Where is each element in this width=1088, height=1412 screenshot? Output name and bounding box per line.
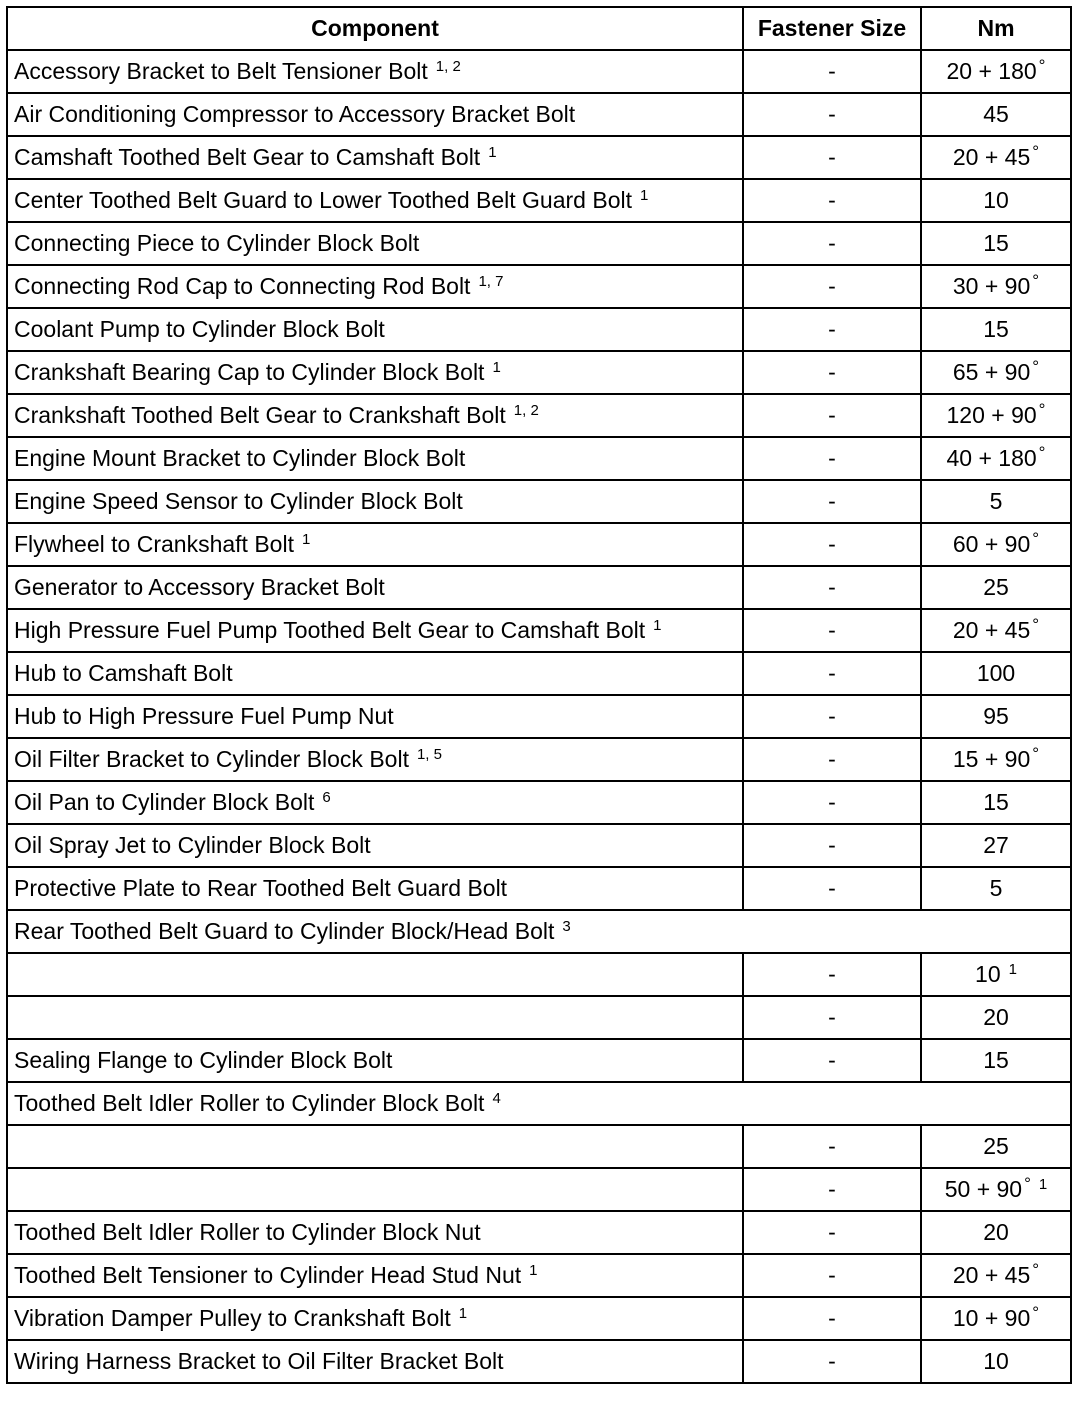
footnote-ref: 1 — [492, 358, 501, 376]
table-row — [7, 867, 1071, 910]
fastener-size: - — [828, 961, 836, 987]
fastener-size-cell — [743, 695, 921, 738]
table-row — [7, 308, 1071, 351]
component-cell — [7, 781, 743, 824]
component-name: Flywheel to Crankshaft Bolt — [14, 531, 294, 557]
table-row — [7, 1082, 1071, 1125]
fastener-size-cell — [743, 953, 921, 996]
torque-value: 10 — [975, 961, 1001, 987]
component-name: Engine Speed Sensor to Cylinder Block Bolt — [14, 488, 463, 514]
fastener-size-cell — [743, 394, 921, 437]
component-name: Generator to Accessory Bracket Bolt — [14, 574, 385, 600]
fastener-size: - — [828, 789, 836, 815]
component-cell — [7, 1211, 743, 1254]
torque-value: 50 + 90 — [944, 1176, 1023, 1202]
component-name: Hub to High Pressure Fuel Pump Nut — [14, 703, 394, 729]
torque-value: 15 — [983, 789, 1009, 815]
component-cell — [7, 1297, 743, 1340]
fastener-size: - — [828, 187, 836, 213]
nm-cell — [921, 1254, 1071, 1297]
degree-symbol: ° — [1032, 1260, 1040, 1280]
nm-cell — [921, 50, 1071, 93]
component-name: Air Conditioning Compressor to Accessory Bracket Bolt — [14, 101, 576, 127]
degree-symbol: ° — [1024, 1174, 1031, 1194]
component-cell — [7, 480, 743, 523]
component-name: Accessory Bracket to Belt Tensioner Bolt — [14, 58, 428, 84]
fastener-size: - — [828, 402, 836, 428]
nm-cell — [921, 566, 1071, 609]
component-cell — [7, 265, 743, 308]
table-row — [7, 394, 1071, 437]
torque-value: 25 — [983, 574, 1009, 600]
fastener-size-cell — [743, 437, 921, 480]
table-row — [7, 609, 1071, 652]
fastener-size: - — [828, 1133, 836, 1159]
component-cell — [7, 308, 743, 351]
torque-value: 20 — [983, 1219, 1009, 1245]
fastener-size: - — [828, 1262, 836, 1288]
fastener-size: - — [828, 746, 836, 772]
fastener-size: - — [828, 1176, 836, 1202]
component-name: Wiring Harness Bracket to Oil Filter Bracket Bolt — [14, 1348, 504, 1374]
torque-value: 10 — [983, 187, 1009, 213]
fastener-size-cell — [743, 1297, 921, 1340]
degree-symbol: ° — [1038, 443, 1046, 463]
fastener-size-cell — [743, 1254, 921, 1297]
component-name: Crankshaft Bearing Cap to Cylinder Block Bolt — [14, 359, 485, 385]
table-row — [7, 1254, 1071, 1297]
table-row — [7, 1297, 1071, 1340]
torque-value: 20 + 45 — [952, 144, 1031, 170]
torque-value: 100 — [976, 660, 1016, 686]
fastener-size-cell — [743, 136, 921, 179]
footnote-ref: 3 — [562, 917, 571, 935]
fastener-size: - — [828, 58, 836, 84]
fastener-size: - — [828, 230, 836, 256]
component-cell — [7, 738, 743, 781]
component-name: Camshaft Toothed Belt Gear to Camshaft Bolt — [14, 144, 481, 170]
fastener-size-cell — [743, 609, 921, 652]
fastener-size-cell — [743, 781, 921, 824]
nm-cell — [921, 1039, 1071, 1082]
fastener-size: - — [828, 316, 836, 342]
fastener-size-cell — [743, 308, 921, 351]
fastener-size-cell — [743, 50, 921, 93]
footnote-ref: 1 — [488, 143, 497, 161]
header-fastener-size: Fastener Size — [743, 7, 921, 50]
torque-spec-table — [6, 6, 1072, 1384]
nm-cell — [921, 1168, 1071, 1211]
component-name: Oil Spray Jet to Cylinder Block Bolt — [14, 832, 371, 858]
fastener-size: - — [828, 574, 836, 600]
degree-symbol: ° — [1032, 744, 1040, 764]
fastener-size-cell — [743, 1211, 921, 1254]
component-cell — [7, 566, 743, 609]
torque-footnote-ref: 1 — [1008, 960, 1017, 978]
fastener-size-cell — [743, 179, 921, 222]
component-name: Connecting Piece to Cylinder Block Bolt — [14, 230, 420, 256]
footnote-ref: 1, 2 — [513, 401, 539, 419]
nm-cell — [921, 136, 1071, 179]
table-row — [7, 93, 1071, 136]
nm-cell — [921, 738, 1071, 781]
component-cell — [7, 351, 743, 394]
table-row — [7, 523, 1071, 566]
fastener-size: - — [828, 875, 836, 901]
torque-value: 20 — [983, 1004, 1009, 1030]
component-cell — [7, 523, 743, 566]
table-row — [7, 1125, 1071, 1168]
fastener-size-cell — [743, 824, 921, 867]
footnote-ref: 1, 7 — [478, 272, 504, 290]
component-cell — [7, 695, 743, 738]
fastener-size-cell — [743, 1168, 921, 1211]
nm-cell — [921, 781, 1071, 824]
table-row — [7, 50, 1071, 93]
torque-value: 15 — [983, 316, 1009, 342]
nm-cell — [921, 996, 1071, 1039]
table-row — [7, 1168, 1071, 1211]
degree-symbol: ° — [1032, 529, 1040, 549]
component-cell — [7, 1168, 743, 1211]
component-cell — [7, 652, 743, 695]
fastener-size-cell — [743, 265, 921, 308]
component-name: Vibration Damper Pulley to Crankshaft Bolt — [14, 1305, 451, 1331]
nm-cell — [921, 1297, 1071, 1340]
fastener-size-cell — [743, 93, 921, 136]
nm-cell — [921, 394, 1071, 437]
degree-symbol: ° — [1032, 142, 1040, 162]
fastener-size: - — [828, 832, 836, 858]
table-body — [7, 50, 1071, 1383]
fastener-size-cell — [743, 867, 921, 910]
torque-value: 25 — [983, 1133, 1009, 1159]
table-row — [7, 910, 1071, 953]
fastener-size: - — [828, 1348, 836, 1374]
table-row — [7, 738, 1071, 781]
degree-symbol: ° — [1032, 1303, 1040, 1323]
degree-symbol: ° — [1032, 271, 1040, 291]
table-row — [7, 1211, 1071, 1254]
fastener-size-cell — [743, 480, 921, 523]
nm-cell — [921, 1340, 1071, 1383]
component-name: Hub to Camshaft Bolt — [14, 660, 233, 686]
component-cell — [7, 609, 743, 652]
table-row — [7, 1039, 1071, 1082]
table-row — [7, 480, 1071, 523]
torque-value: 10 + 90 — [952, 1305, 1031, 1331]
torque-value: 15 + 90 — [952, 746, 1031, 772]
component-name: Sealing Flange to Cylinder Block Bolt — [14, 1047, 393, 1073]
component-cell — [7, 222, 743, 265]
nm-cell — [921, 265, 1071, 308]
fastener-size: - — [828, 531, 836, 557]
component-name: Rear Toothed Belt Guard to Cylinder Block/Head Bolt — [14, 918, 555, 944]
component-name: Protective Plate to Rear Toothed Belt Guard Bolt — [14, 875, 508, 901]
nm-cell — [921, 480, 1071, 523]
fastener-size-cell — [743, 996, 921, 1039]
component-cell — [7, 824, 743, 867]
torque-value: 120 + 90 — [946, 402, 1037, 428]
component-name: Oil Filter Bracket to Cylinder Block Bolt — [14, 746, 409, 772]
fastener-size-cell — [743, 351, 921, 394]
footnote-ref: 6 — [322, 788, 331, 806]
component-cell — [7, 1254, 743, 1297]
torque-value: 45 — [983, 101, 1009, 127]
fastener-size: - — [828, 703, 836, 729]
nm-cell — [921, 695, 1071, 738]
fastener-size: - — [828, 101, 836, 127]
fastener-size: - — [828, 445, 836, 471]
degree-symbol: ° — [1032, 357, 1040, 377]
fastener-size: - — [828, 488, 836, 514]
component-name: Engine Mount Bracket to Cylinder Block Bolt — [14, 445, 466, 471]
component-cell — [7, 136, 743, 179]
component-cell — [7, 996, 743, 1039]
fastener-size: - — [828, 144, 836, 170]
nm-cell — [921, 523, 1071, 566]
nm-cell — [921, 351, 1071, 394]
torque-value: 65 + 90 — [952, 359, 1031, 385]
fastener-size: - — [828, 273, 836, 299]
component-cell — [7, 179, 743, 222]
component-name: Toothed Belt Tensioner to Cylinder Head Stud Nut — [14, 1262, 522, 1288]
torque-value: 20 + 45 — [952, 1262, 1031, 1288]
component-name: Oil Pan to Cylinder Block Bolt — [14, 789, 315, 815]
table-row — [7, 1340, 1071, 1383]
torque-value: 27 — [983, 832, 1009, 858]
table-row — [7, 351, 1071, 394]
component-cell — [7, 867, 743, 910]
fastener-size-cell — [743, 738, 921, 781]
table-row — [7, 695, 1071, 738]
footnote-ref: 1 — [639, 186, 649, 204]
torque-value: 5 — [989, 875, 1003, 901]
fastener-size: - — [828, 1305, 836, 1331]
component-cell — [7, 910, 1071, 953]
nm-cell — [921, 179, 1071, 222]
torque-value: 30 + 90 — [952, 273, 1031, 299]
footnote-ref: 4 — [492, 1089, 501, 1107]
nm-cell — [921, 652, 1071, 695]
footnote-ref: 1 — [458, 1304, 468, 1322]
torque-value: 40 + 180 — [946, 445, 1037, 471]
nm-cell — [921, 1211, 1071, 1254]
fastener-size: - — [828, 359, 836, 385]
footnote-ref: 1, 5 — [416, 745, 442, 763]
component-name: Center Toothed Belt Guard to Lower Toothed Belt Guard Bolt — [14, 187, 632, 213]
nm-cell — [921, 308, 1071, 351]
fastener-size: - — [828, 1047, 836, 1073]
fastener-size: - — [828, 1219, 836, 1245]
header-nm: Nm — [921, 7, 1071, 50]
nm-cell — [921, 93, 1071, 136]
fastener-size-cell — [743, 1039, 921, 1082]
component-cell — [7, 1340, 743, 1383]
fastener-size: - — [828, 1004, 836, 1030]
footnote-ref: 1 — [529, 1261, 538, 1279]
degree-symbol: ° — [1032, 615, 1040, 635]
fastener-size-cell — [743, 652, 921, 695]
component-cell — [7, 394, 743, 437]
header-row — [7, 7, 1071, 50]
footnote-ref: 1 — [653, 616, 662, 634]
footnote-ref: 1 — [301, 530, 311, 548]
degree-symbol: ° — [1038, 56, 1046, 76]
component-cell — [7, 1125, 743, 1168]
table-row — [7, 652, 1071, 695]
torque-value: 20 + 180 — [946, 58, 1037, 84]
torque-value: 95 — [983, 703, 1009, 729]
torque-value: 15 — [983, 230, 1009, 256]
component-name: Toothed Belt Idler Roller to Cylinder Block Nut — [14, 1219, 481, 1245]
torque-value: 5 — [989, 488, 1003, 514]
torque-value: 20 + 45 — [952, 617, 1031, 643]
table-row — [7, 179, 1071, 222]
component-name: Crankshaft Toothed Belt Gear to Crankshaft Bolt — [14, 402, 506, 428]
fastener-size-cell — [743, 566, 921, 609]
fastener-size: - — [828, 660, 836, 686]
table-row — [7, 781, 1071, 824]
nm-cell — [921, 953, 1071, 996]
fastener-size-cell — [743, 1125, 921, 1168]
component-name: High Pressure Fuel Pump Toothed Belt Gear to Camshaft Bolt — [14, 617, 646, 643]
fastener-size-cell — [743, 1340, 921, 1383]
degree-symbol: ° — [1038, 400, 1046, 420]
nm-cell — [921, 867, 1071, 910]
component-cell — [7, 1039, 743, 1082]
component-name: Coolant Pump to Cylinder Block Bolt — [14, 316, 385, 342]
nm-cell — [921, 609, 1071, 652]
torque-footnote-ref: 1 — [1038, 1175, 1048, 1193]
component-name: Toothed Belt Idler Roller to Cylinder Block Bolt — [14, 1090, 485, 1116]
component-name: Connecting Rod Cap to Connecting Rod Bolt — [14, 273, 471, 299]
torque-value: 10 — [983, 1348, 1009, 1374]
nm-cell — [921, 437, 1071, 480]
torque-value: 60 + 90 — [952, 531, 1031, 557]
torque-value: 15 — [983, 1047, 1009, 1073]
component-cell — [7, 93, 743, 136]
table-row — [7, 265, 1071, 308]
nm-cell — [921, 824, 1071, 867]
table-row — [7, 566, 1071, 609]
fastener-size-cell — [743, 523, 921, 566]
component-cell — [7, 953, 743, 996]
component-cell — [7, 1082, 1071, 1125]
table-row — [7, 222, 1071, 265]
table-row — [7, 136, 1071, 179]
header-component: Component — [7, 7, 743, 50]
table-row — [7, 824, 1071, 867]
nm-cell — [921, 1125, 1071, 1168]
fastener-size: - — [828, 617, 836, 643]
footnote-ref: 1, 2 — [435, 57, 461, 75]
component-cell — [7, 437, 743, 480]
table-row — [7, 996, 1071, 1039]
fastener-size-cell — [743, 222, 921, 265]
table-row — [7, 953, 1071, 996]
nm-cell — [921, 222, 1071, 265]
table-row — [7, 437, 1071, 480]
component-cell — [7, 50, 743, 93]
